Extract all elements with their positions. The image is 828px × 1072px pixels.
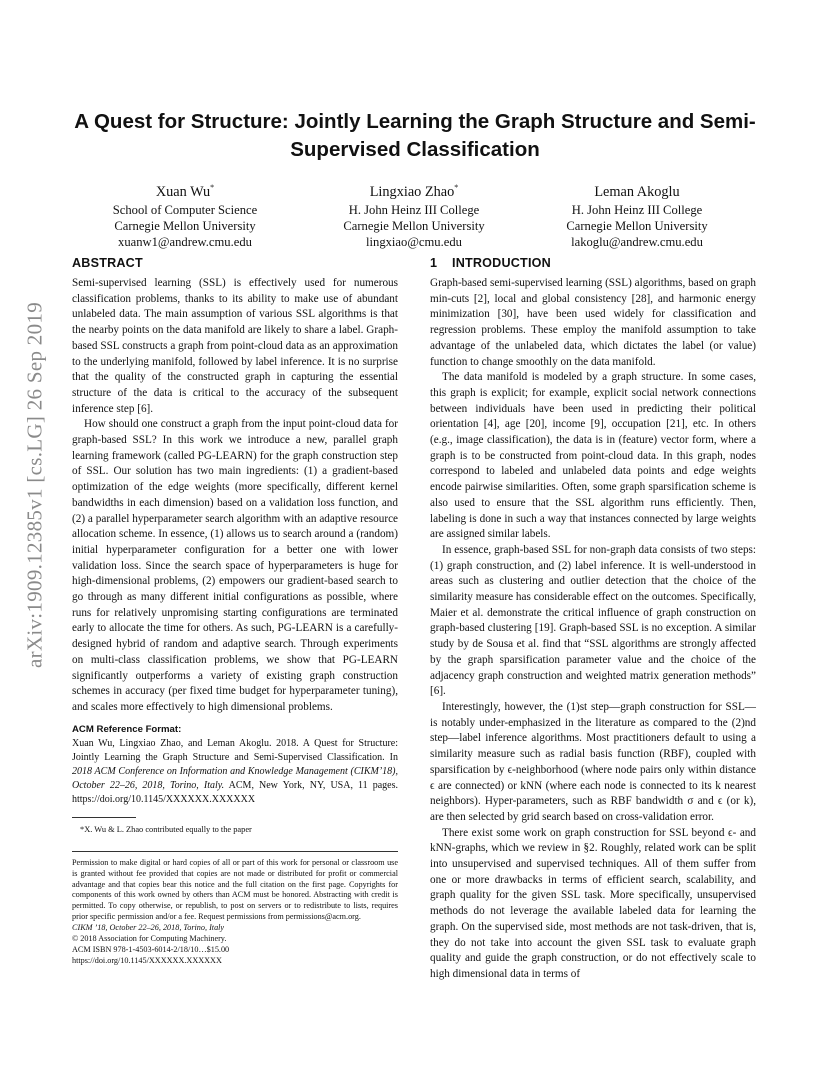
- paper-title: A Quest for Structure: Jointly Learning the Graph Structure and Semi-Supervised Classification: [74, 110, 756, 161]
- author-mark: *: [454, 183, 459, 192]
- author-block-3: [547, 178, 727, 250]
- author-block-2: [324, 178, 504, 250]
- author-institution: Carnegie Mellon University: [343, 218, 485, 233]
- section-number: 1: [430, 256, 438, 270]
- acm-reference-venue: 2018 ACM Conference on Information and Knowledge Management (CIKM’18), October 22–26, 2018, Torino, Italy.: [72, 765, 398, 791]
- intro-paragraph-3: In essence, graph-based SSL for non-graph data consists of two steps: (1) graph construction, and (2) label inference. It is well-understood in areas such as clustering and outlier detection that the choice of the similarity measure has considerable effect on the outcomes. Specifically, Maier et al. demonstrate the critical influence of graph construction on graph-based clustering [19]. Graph-based SSL is no exception. A similar study by de Sousa et al. find that “SSL algorithms are strongly affected by the graph sparsification parameter value and the choice of the adjacency graph construction and weighted matrix generation methods” [6].: [430, 543, 756, 698]
- permission-notice: Permission to make digital or hard copies of all or part of this work for personal or classroom use is granted without fee provided that copies are not made or distributed for profit or commercial advantage and that copies bear this notice and the full citation on the first page. Copyrights for components of this work owned by others than ACM must be honored. Abstracting with credit is permitted. To copy otherwise, or republish, to post on servers or to redistribute to lists, requires prior specific permission and/or a fee. Request permissions from permissions@acm.org.: [72, 857, 398, 922]
- author-email[interactable]: lingxiao@cmu.edu: [366, 235, 462, 250]
- author-email[interactable]: lakoglu@andrew.cmu.edu: [571, 235, 703, 250]
- author-name: Leman Akoglu: [594, 183, 680, 200]
- intro-paragraph-4: Interestingly, however, the (1)st step—graph construction for SSL—is notably under-emphasized in the literature as compared to the (2)nd step—label inference algorithms. Most practitioners default to using a similarity measure such as radial basis function (RBF), coupled with sparsification by ϵ-neighborhood (where node pairs only within distance ϵ are connected) or kNN (where each node is connected to its k nearest neighbors). Hyper-parameters, such as RBF bandwidth σ and ϵ (or k), are then selected by grid search based on cross-validation error.: [430, 700, 756, 823]
- intro-paragraph-1: Graph-based semi-supervised learning (SSL) algorithms, based on graph min-cuts [2], local and global consistency [28], and harmonic energy minimization [30], have been used widely for classification and regression problems. These employ the manifold assumption to take advantage of the unlabeled data, which dictates the label (or value) function to change smoothly on the data manifold.: [430, 277, 756, 368]
- author-name: Xuan Wu: [155, 183, 211, 200]
- left-column: [72, 256, 398, 967]
- section-title: INTRODUCTION: [452, 256, 551, 270]
- author-institution: Carnegie Mellon University: [566, 218, 708, 233]
- acm-reference-text: Xuan Wu, Lingxiao Zhao, and Leman Akoglu. 2018. A Quest for Structure: Jointly Learning the Graph Structure and Semi-Supervised Classification. In 2018 ACM Conference on Information and Knowledge Management (CIKM’18), October 22–26, 2018, Torino, Italy. ACM, New York, NY, USA, 11 pages. https://doi.org/10.1145/XXXXXX.XXXXXX: [72, 737, 398, 805]
- arxiv-stamp: arXiv:1909.12385v1 [cs.LG] 26 Sep 2019: [22, 301, 47, 669]
- author-affiliation: H. John Heinz III College: [571, 202, 703, 217]
- intro-paragraph-5: There exist some work on graph construction for SSL beyond ϵ- and kNN-graphs, which we review in §2. Roughly, related work can be split into unsupervised and supervised techniques. All of them suffer from one or more drawbacks in terms of efficient search, scalability, and graph quality for the given SSL task. More specifically, unsupervised methods do not leverage the available labeled data for learning the graph. On the supervised side, most methods are not task-driven, that is, they do not take into account the given SSL task to evaluate graph quality and guide the graph construction, or do not effectively scale to high dimensional data in terms of: [430, 826, 756, 980]
- author-block-1: [95, 178, 275, 250]
- copyright-line: © 2018 Association for Computing Machinery.: [72, 934, 227, 944]
- author-affiliation: H. John Heinz III College: [348, 202, 480, 217]
- abstract-heading: ABSTRACT: [72, 256, 143, 270]
- abstract-paragraph-1: Semi-supervised learning (SSL) is effectively used for numerous classification problems, thanks to its ability to make use of abundant unlabeled data. The main assumption of various SSL algorithms is that the nearby points on the data manifold are likely to share a label. Graph-based SSL constructs a graph from point-cloud data as an approximation to the underlying manifold, followed by label inference. It is no surprise that the quality of the constructed graph in capturing the essential structure of the data is critical to the accuracy of the subsequent inference step [6].: [72, 277, 398, 415]
- author-email[interactable]: xuanw1@andrew.cmu.edu: [118, 235, 252, 250]
- author-name: Lingxiao Zhao: [369, 183, 455, 200]
- footnote-rule: [72, 817, 136, 818]
- acm-reference-heading: ACM Reference Format:: [72, 723, 182, 735]
- doi-line[interactable]: https://doi.org/10.1145/XXXXXX.XXXXXX: [72, 955, 222, 965]
- footnote: *X. Wu & L. Zhao contributed equally to the paper: [80, 824, 252, 834]
- abstract-paragraph-2: How should one construct a graph from the input point-cloud data for graph-based SSL? In this work we introduce a new, parallel graph learning framework (called PG-LEARN) for the graph construction step of SSL. Our solution has two main ingredients: (1) a gradient-based optimization of the edge weights (more specifically, different kernel bandwidths in each dimension) based on a validation loss function, and (2) a parallel hyperparameter search algorithm with an adaptive resource allocation scheme. In essence, (1) allows us to search around a (random) initial hyperparameter configuration for a better one with lower validation loss. Since the search space of hyperparameters is huge for high-dimensional problems, (2) empowers our gradient-based search to go through as many different initial configurations as possible, where runs for relatively unpromising starting configurations are terminated early to allocate the time for others. As such, PG-LEARN is a carefully-designed hybrid of random and adaptive search. Through experiments on multi-class classification problems, we show that PG-LEARN significantly outperforms a variety of existing graph construction schemes in accuracy (per fixed time budget for hyperparameter tuning), and scales more effectively to high dimensional problems.: [72, 418, 398, 713]
- author-mark: *: [210, 183, 215, 192]
- intro-paragraph-2: The data manifold is modeled by a graph structure. In some cases, this graph is explicit; for example, explicit social network connections between individuals have been used in predicting their political orientation [4], age [20], income [9], occupation [21], etc. In others (e.g., image classification), the data is in (feature) vector form, where a graph is to be constructed from point-cloud data. In this graph, nodes correspond to labeled and unlabeled data points and edge weights encode pairwise similarities. Often, some graph sparsification scheme is also used to ensure that the SSL algorithm runs efficiently. Then, labeling is done in such a way that instances connected by large weights are assigned similar labels.: [430, 371, 756, 541]
- introduction-heading: [430, 256, 756, 270]
- author-affiliation: School of Computer Science: [112, 202, 258, 217]
- author-institution: Carnegie Mellon University: [114, 218, 256, 233]
- isbn-line: ACM ISBN 978-1-4503-6014-2/18/10…$15.00: [72, 944, 230, 954]
- conference-line: CIKM ’18, October 22–26, 2018, Torino, Italy: [72, 923, 225, 933]
- right-column: [430, 256, 756, 983]
- permission-rule: [72, 851, 398, 852]
